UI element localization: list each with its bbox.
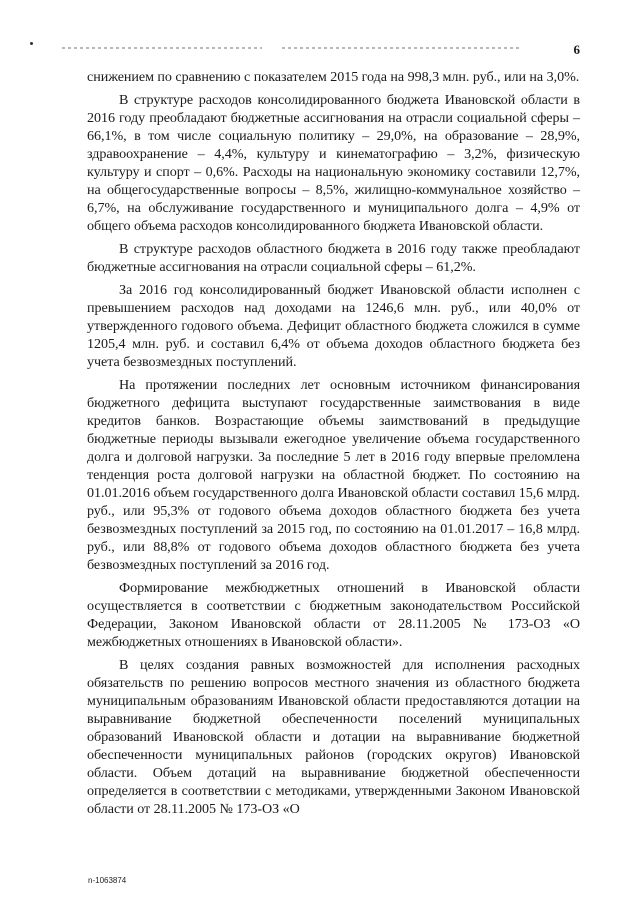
page-number: 6 — [573, 42, 580, 57]
scan-artifact — [30, 42, 33, 45]
document-body — [87, 68, 580, 823]
paragraph: На протяжении последних лет основным источником финансирования бюджетного дефицита выступают государственные заимствования в виде кредитов банков. Возрастающие объемы заимствований в предыдущие бюджетные периоды вызывали ежегодное увеличение объема государственного долга и долговой нагрузки. За последние 5 лет в 2016 году впервые преломлена тенденция роста долговой нагрузки на областной бюджет. По состоянию на 01.01.2016 объем государственного долга Ивановской области составил 15,6 млрд. руб., или 95,3% от годового объема доходов областного бюджета без учета безвозмездных поступлений за 2015 год, по состоянию на 01.01.2017 – 16,8 млрд. руб., или 88,8% от годового объема доходов областного бюджета без учета безвозмездных поступлений за 2016 год. — [87, 377, 580, 573]
paragraph: Формирование межбюджетных отношений в Ивановской области осуществляется в соответствии с бюджетным законодательством Российской Федерации, Законом Ивановской области от 28.11.2005 № 173-ОЗ «О межбюджетных отношениях в Ивановской области». — [87, 580, 580, 650]
scan-artifact — [62, 47, 262, 49]
paragraph: В структуре расходов консолидированного бюджета Ивановской области в 2016 году преобладают бюджетные ассигнования на отрасли социальной сферы – 66,1%, в том числе социальную политику – 29,0%, на образование – 28,9%, здравоохранение – 4,4%, культуру и кинематографию – 3,2%, физическую культуру и спорт – 0,6%. Расходы на национальную экономику составили 12,7%, на общегосударственные вопросы – 8,5%, жилищно-коммунальное хозяйство – 6,7%, на обслуживание государственного и муниципального долга – 4,9% от общего объема расходов консолидированного бюджета Ивановской области. — [87, 92, 580, 234]
paragraph: В структуре расходов областного бюджета в 2016 году также преобладают бюджетные ассигнования на отрасли социальной сферы – 61,2%. — [87, 241, 580, 275]
document-id: n-1063874 — [88, 876, 127, 885]
paragraph: снижением по сравнению с показателем 2015 года на 998,3 млн. руб., или на 3,0%. — [87, 69, 580, 85]
scan-artifact — [282, 47, 522, 49]
paragraph: В целях создания равных возможностей для исполнения расходных обязательств по решению вопросов местного значения из областного бюджета муниципальным образованиям Ивановской области предоставляются дотации на выравнивание бюджетной обеспеченности поселений муниципальных образований Ивановской области и дотации на выравнивание бюджетной обеспеченности муниципальных районов (городских округов) Ивановской области. Объем дотаций на выравнивание бюджетной обеспеченности определяется в соответствии с методиками, утвержденными Законом Ивановской области от 28.11.2005 № 173-ОЗ «О — [87, 657, 580, 817]
paragraph: За 2016 год консолидированный бюджет Ивановской области исполнен с превышением расходов над доходами на 1246,6 млн. руб., или 40,0% от утвержденного годового объема. Дефицит областного бюджета сложился в сумме 1205,4 млн. руб. и составил 6,4% от объема доходов областного бюджета без учета безвозмездных поступлений. — [87, 282, 580, 370]
